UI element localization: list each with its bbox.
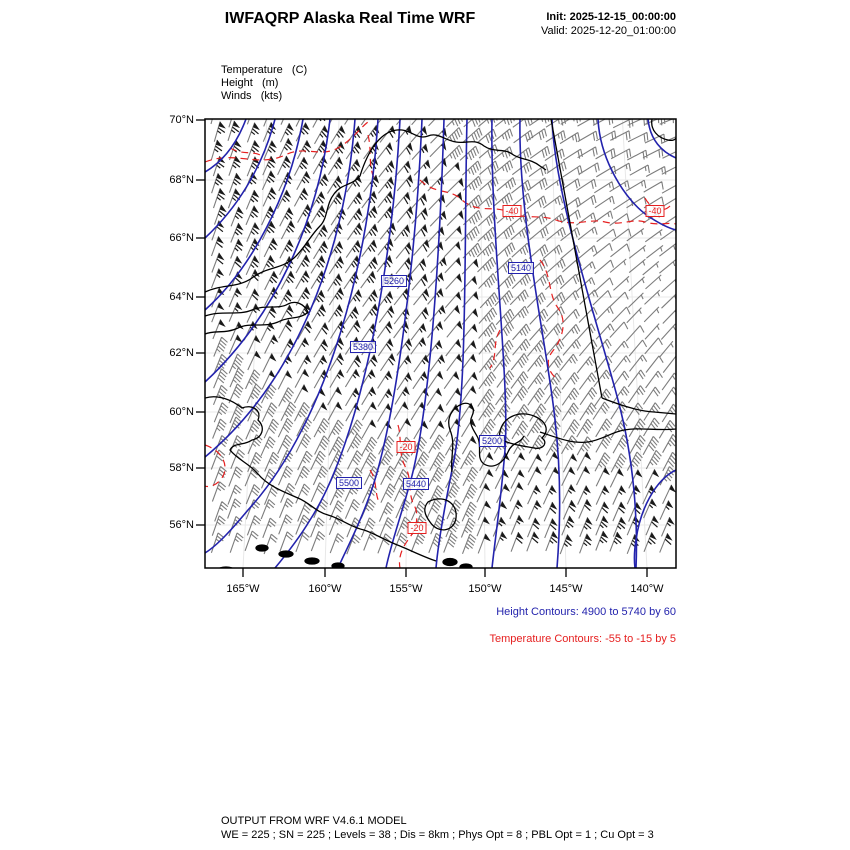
legend-winds: Winds (kts) <box>221 90 283 102</box>
lat-axis-label: 58°N <box>169 462 194 474</box>
temperature-contour <box>230 148 262 156</box>
lat-axis-label: 60°N <box>169 406 194 418</box>
lat-axis-label: 56°N <box>169 519 194 531</box>
height-contour <box>492 119 506 568</box>
temperature-contour-label: -20 <box>407 522 426 534</box>
lon-axis-label: 150°W <box>468 583 502 595</box>
lon-axis-label: 155°W <box>389 583 423 595</box>
height-contour <box>552 119 636 568</box>
lon-axis-label: 165°W <box>226 583 260 595</box>
lat-axis-label: 68°N <box>169 174 194 186</box>
height-contours-note: Height Contours: 4900 to 5740 by 60 <box>496 606 676 618</box>
height-contour-label: 5380 <box>350 341 376 353</box>
legend-temperature: Temperature (C) <box>221 64 308 76</box>
island <box>460 564 472 570</box>
lat-axis-label: 64°N <box>169 291 194 303</box>
legend-height: Height (m) <box>221 77 279 89</box>
height-contour-label: 5440 <box>403 478 429 490</box>
lat-axis-label: 66°N <box>169 232 194 244</box>
height-contour-label: 5200 <box>479 435 505 447</box>
temperature-contour-label: -40 <box>502 205 521 217</box>
island <box>305 558 319 564</box>
model-config-line: WE = 225 ; SN = 225 ; Levels = 38 ; Dis = 8km ; Phys Opt = 8 ; PBL Opt = 1 ; Cu Opt = 3 <box>221 829 654 841</box>
height-contour <box>436 119 467 568</box>
height-contour-label: 5140 <box>508 262 534 274</box>
lon-axis-label: 140°W <box>630 583 664 595</box>
init-timestamp: Init: 2025-12-15_00:00:00 <box>546 11 676 23</box>
island <box>279 551 293 557</box>
model-output-line: OUTPUT FROM WRF V4.6.1 MODEL <box>221 815 407 827</box>
lon-axis-label: 145°W <box>549 583 583 595</box>
island <box>256 545 268 551</box>
page-title: IWFAQRP Alaska Real Time WRF <box>224 10 476 27</box>
lon-axis-label: 160°W <box>308 583 342 595</box>
height-contour-label: 5260 <box>381 275 407 287</box>
temperature-contours-note: Temperature Contours: -55 to -15 by 5 <box>489 633 676 645</box>
height-contour-label: 5500 <box>336 477 362 489</box>
island <box>443 559 457 566</box>
temperature-contour-label: -20 <box>396 441 415 453</box>
lat-axis-label: 70°N <box>169 114 194 126</box>
temperature-contour-label: -40 <box>645 205 664 217</box>
lat-axis-label: 62°N <box>169 347 194 359</box>
valid-timestamp: Valid: 2025-12-20_01:00:00 <box>541 25 676 37</box>
